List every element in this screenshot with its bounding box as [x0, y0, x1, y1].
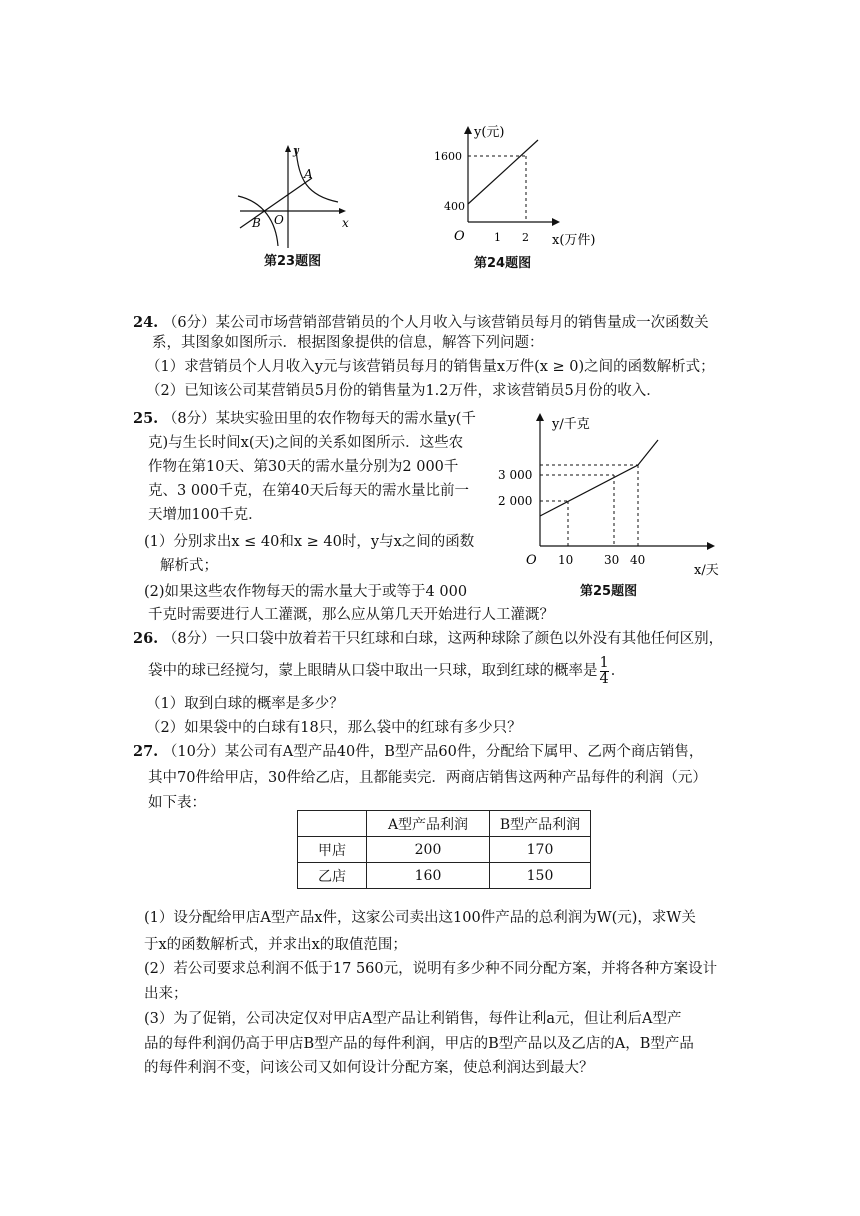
q26-line1	[133, 629, 723, 649]
fig24-xtick-2: 2	[522, 231, 529, 244]
fig25-xtick-10: 10	[558, 553, 574, 567]
fig25-x-arrow	[707, 542, 715, 550]
q25-line3: 作物在第10天、第30天的需水量分别为2 000千	[148, 459, 459, 475]
fig23-x-arrow	[339, 208, 346, 214]
table-cell: 200	[367, 837, 490, 863]
fig25-ytick-3000: 3 000	[498, 468, 533, 482]
table-cell: 甲店	[298, 837, 367, 863]
figure-23	[230, 140, 360, 250]
fig23-label-b: B	[252, 216, 261, 230]
q27-part3b: 品的每件利润仍高于甲店B型产品的每件利润，甲店的B型产品以及乙店的A，B型产品	[144, 1036, 694, 1052]
q25-number: 25.	[133, 410, 159, 427]
fig25-ytick-2000: 2 000	[498, 494, 533, 508]
q25-line1	[133, 409, 476, 429]
q26-frac-num: 1	[599, 654, 609, 671]
q27-line3: 如下表：	[148, 795, 206, 811]
fig24-y-label: y(元)	[474, 125, 505, 140]
q26-text2: 袋中的球已经搅匀，蒙上眼睛从口袋中取出一只球，取到红球的概率是	[148, 663, 598, 679]
fig24-x-label: x(万件)	[552, 233, 596, 248]
q27-part1a: (1）设分配给甲店A型产品x件，这家公司卖出这100件产品的总利润为W(元)，求W关	[144, 910, 696, 926]
fig25-xtick-40: 40	[630, 553, 646, 567]
q24-line1	[133, 313, 709, 333]
q25-line4: 克、3 000千克，在第40天后每天的需水量比前一	[148, 483, 469, 499]
q25-part2a: (2)如果这些农作物每天的需水量大于或等于4 000	[144, 584, 468, 600]
fig23-hyperbola-upper	[296, 148, 338, 202]
table-cell: 170	[490, 837, 591, 863]
q24-part2: （2）已知该公司某营销员5月份的销售量为1.2万件，求该营销员5月份的收入．	[146, 383, 661, 399]
fig24-y-arrow	[464, 126, 472, 134]
q27-part3c: 的每件利润不变，问该公司又如何设计分配方案，使总利润达到最大？	[144, 1060, 594, 1076]
q25-part1a: (1）分别求出x ≤ 40和x ≥ 40时，y与x之间的函数	[144, 534, 475, 550]
fig24-origin: O	[454, 229, 465, 244]
table-row	[298, 837, 591, 863]
fig24-ytick-1600: 1600	[434, 150, 462, 163]
q27-part1b: 于x的函数解析式，并求出x的取值范围；	[144, 937, 407, 953]
fig23-label-a: A	[304, 167, 313, 181]
q24-text1: （6分）某公司市场营销部营销员的个人月收入与该营销员每月的销售量成一次函数关	[162, 315, 709, 331]
q27-part2b: 出来；	[144, 986, 188, 1002]
table-cell: 150	[490, 863, 591, 889]
profit-table	[297, 810, 591, 889]
q27-number: 27.	[133, 743, 159, 760]
q25-line5: 天增加100千克．	[148, 507, 263, 523]
q26-period: ．	[610, 663, 626, 679]
table-header-row	[298, 811, 591, 837]
fig25-y-label: y/千克	[552, 417, 590, 432]
q26-line2	[148, 654, 625, 688]
q24-line2: 系，其图象如图所示．根据图象提供的信息，解答下列问题：	[152, 335, 544, 351]
fig24-line	[468, 140, 538, 204]
q24-number: 24.	[133, 314, 159, 331]
q25-line2: 克)与生长时间x(天)之间的关系如图所示．这些农	[148, 435, 464, 451]
fig24-caption: 第24题图	[474, 256, 532, 271]
q27-line1	[133, 742, 703, 762]
q26-frac-den: 4	[599, 670, 609, 687]
fig23-caption: 第23题图	[264, 254, 322, 269]
q24-part1: （1）求营销员个人月收入y元与该营销员每月的销售量x万件(x ≥ 0)之间的函数解析式；	[146, 359, 715, 375]
table-cell: 160	[367, 863, 490, 889]
fig23-label-x: x	[342, 216, 349, 230]
figure-24	[430, 118, 615, 252]
q25-text1: （8分）某块实验田里的农作物每天的需水量y(千	[162, 411, 476, 427]
table-header-cell: B型产品利润	[490, 811, 591, 837]
q25-part1b: 解析式；	[160, 558, 218, 574]
q25-part2b: 千克时需要进行人工灌溉，那么应从第几天开始进行人工灌溉？	[148, 607, 554, 623]
fig24-xtick-1: 1	[494, 231, 501, 244]
fig23-y-arrow	[285, 145, 291, 152]
q26-part2: （2）如果袋中的白球有18只，那么袋中的红球有多少只？	[146, 720, 522, 736]
table-header-cell	[298, 811, 367, 837]
q26-part1: （1）取到白球的概率是多少？	[146, 696, 344, 712]
fig23-label-y: y	[293, 144, 300, 157]
q26-fraction	[600, 656, 609, 687]
table-row	[298, 863, 591, 889]
fig25-caption: 第25题图	[580, 584, 638, 599]
fig23-label-o: O	[274, 213, 284, 227]
fig25-x-label: x/天	[694, 563, 719, 578]
fig25-line-1	[540, 465, 638, 516]
q26-number: 26.	[133, 630, 159, 647]
q27-text1: （10分）某公司有A型产品40件，B型产品60件，分配给下属甲、乙两个商店销售，	[162, 744, 704, 760]
fig24-ytick-400: 400	[444, 200, 465, 213]
fig25-xtick-30: 30	[604, 553, 620, 567]
fig25-y-arrow	[536, 413, 544, 421]
q26-text1: （8分）一只口袋中放着若干只红球和白球，这两种球除了颜色以外没有其他任何区别，	[162, 631, 724, 647]
table-cell: 乙店	[298, 863, 367, 889]
q27-line2: 其中70件给甲店，30件给乙店，且都能卖完．两商店销售这两种产品每件的利润（元）	[148, 770, 707, 786]
fig24-x-arrow	[552, 218, 560, 226]
table-header-cell: A型产品利润	[367, 811, 490, 837]
q27-part3a: (3）为了促销，公司决定仅对甲店A型产品让利销售，每件让利a元，但让利后A型产	[144, 1011, 682, 1027]
fig25-line-2	[638, 440, 658, 465]
fig25-origin: O	[526, 553, 537, 568]
figure-25	[498, 408, 728, 578]
q27-part2a: (2）若公司要求总利润不低于17 560元，说明有多少种不同分配方案，并将各种方案设计	[144, 961, 718, 977]
